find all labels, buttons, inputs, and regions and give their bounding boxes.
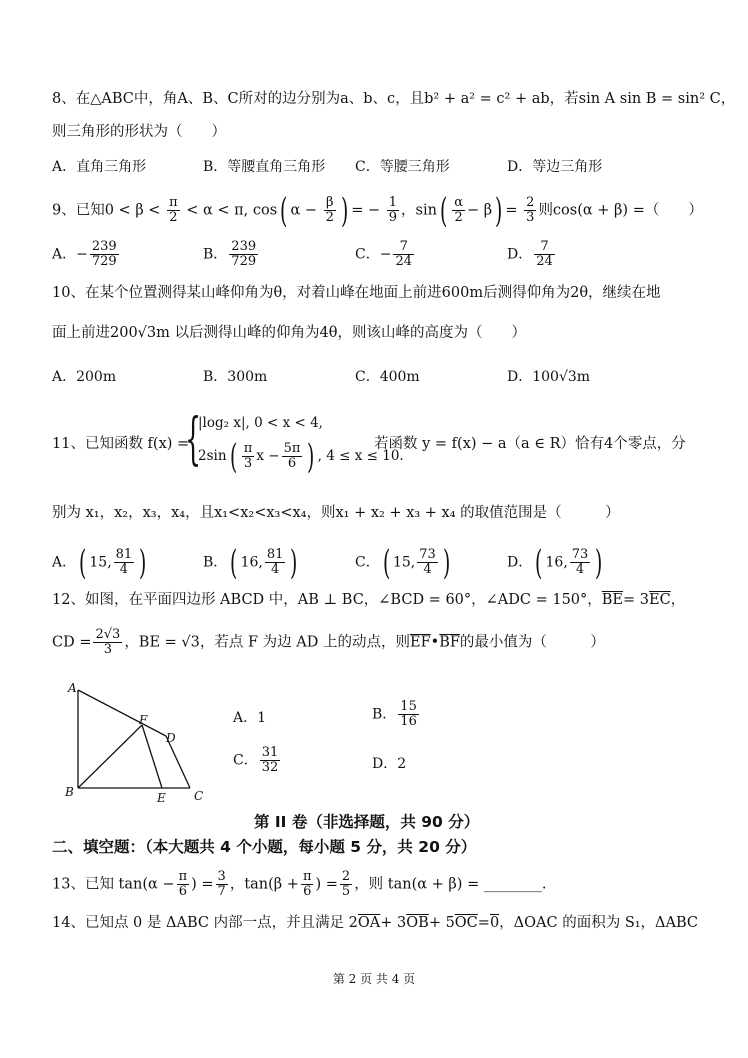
q10-line2: 面上前进200√3m 以后测得山峰的仰角为4θ，则该山峰的高度为（ ） [52,325,526,341]
q11-option-d: D．( 16, $\frac{73}{4}$ ) [507,542,603,583]
section2-title: 第 II 卷（非选择题，共 90 分） [254,813,480,831]
q14-line: 14、已知点 0 是 ΔABC 内部一点，并且满足 $2\overline{OA}+ 3\overline{OB}+ 5\overline{OC}=0$，ΔOAC 的面积为 S₁，ΔABC [52,915,699,931]
q11-line2: 别为 x₁，x₂，x₃，x₄，且x₁<x₂<x₃<x₄，则x₁ + x₂ + x₃ + x₄ 的取值范围是（ ） [52,505,620,521]
q10-option-c: C．400m [355,369,420,385]
q9-option-d: D． $\frac{7}{24}$ [507,239,553,269]
q9-frac-beta2: $\frac{\beta}{2}$ [325,195,334,225]
q12-option-c: C． $\frac{31}{32}$ [233,745,279,775]
q9-eq1: = − [351,202,381,219]
q9-frac-pi2: $\frac{\pi}{2}$ [169,195,178,225]
q8-line2: 则三角形的形状为（ ） [52,124,226,140]
q8-option-c: C．等腰三角形 [355,159,450,175]
q9-frac-alpha2: $\frac{\alpha}{2}$ [454,195,463,225]
label-d: D [166,731,176,745]
q12-option-d: D．2 [372,756,407,772]
q8-line1: 8、在△ABC中，角A、B、C所对的边分别为a、b、c，且b² + a² = c² + ab，若sin A sin B = sin² C， [52,91,736,107]
q8-option-d: D．等边三角形 [507,159,603,175]
q10-line1: 10、在某个位置测得某山峰仰角为θ，对着山峰在地面上前进600m后测得仰角为2θ，继续在地 [52,285,661,301]
q11-option-b: B．( 16, $\frac{81}{4}$ ) [203,542,298,583]
label-e: E [157,791,166,805]
q12-figure [62,680,222,805]
q9-frac-v1: $\frac{1}{9}$ [388,195,397,225]
q9-cos-arg: α − [290,202,318,219]
q12-line2: CD = $\frac{2√3}{3}$ ，BE = √3，若点 F 为边 AD 上的动点，则$\overline{EF}•\overline{BF}$的最小值为（ ） [52,627,605,657]
q8-option-b: B．等腰直角三角形 [203,159,326,175]
q11-tail: 若函数 y = f(x) − a（a ∈ R）恰有4个零点，分 [374,436,686,452]
q8-option-a: A．直角三角形 [52,159,147,175]
label-f: F [139,713,148,727]
q9-option-b: B． $\frac{239}{729}$ [203,239,257,269]
q9-eq2: = [505,202,518,219]
q12-option-b: B． $\frac{15}{16}$ [372,699,417,729]
q11-option-a: A．( 15, $\frac{81}{4}$ ) [52,542,147,583]
q11-case2: 2sin( $\frac{\pi}{3}$ x − $\frac{5\pi}{6}$ ) , 4 ≤ x ≤ 10. [198,436,404,477]
q9-option-c: C．− $\frac{7}{24}$ [355,239,412,269]
q9-prefix: 9、已知0 < β < [52,202,161,219]
q9-line: 9、已知0 < β < $\frac{\pi}{2}$ < α < π, cos( α − $\frac{\beta}{2}$ ) = − $\frac{1}{9}$ ，sin( $\frac{\alpha}{2}$ − β) = $\frac{2}{3}$ 则cos(α + β) =（ ） [52,190,703,231]
q10-option-a: A．200m [52,369,117,385]
q9-option-a: A．− $\frac{239}{729}$ [52,239,117,269]
q9-sin-tail: − β [466,202,493,219]
q10-option-b: B．300m [203,369,268,385]
q11-case1: |log₂ x|, 0 < x < 4, [198,415,323,431]
page-footer: 第 2 页 共 4 页 [332,972,416,986]
label-a: A [68,681,77,695]
segment-fe [142,725,162,788]
label-b: B [65,785,74,799]
q9-tail: 则cos(α + β) =（ ） [538,202,703,219]
label-c: C [194,789,204,803]
q13-line: 13、已知 tan(α − $\frac{\pi}{6}$ ) = $\frac{3}{7}$ ，tan(β + $\frac{\pi}{6}$ ) = $\frac{2}{5}$ ，则 tan(α + β) = ________. [52,869,547,899]
q9-mid: < α < π, cos [186,202,278,219]
q12-line1: 12、如图，在平面四边形 ABCD 中，AB ⊥ BC，∠BCD = 60°，∠ADC = 150°，$\overline{BE}= 3\overline{EC}$， [52,592,686,608]
q12-option-a: A．1 [233,710,267,726]
q11-option-c: C．( 15, $\frac{73}{4}$ ) [355,542,451,583]
q9-frac-v2: $\frac{2}{3}$ [526,195,535,225]
q11-brace: { [185,407,202,472]
edge-da [78,690,166,736]
q9-sin: ，sin [401,202,437,219]
section2-heading: 二、填空题：（本大题共 4 个小题，每小题 5 分，共 20 分） [52,838,477,856]
q11-prefix: 11、已知函数 f(x) = [52,436,190,452]
segment-bf [78,725,142,788]
q10-option-d: D．100√3m [507,369,591,385]
